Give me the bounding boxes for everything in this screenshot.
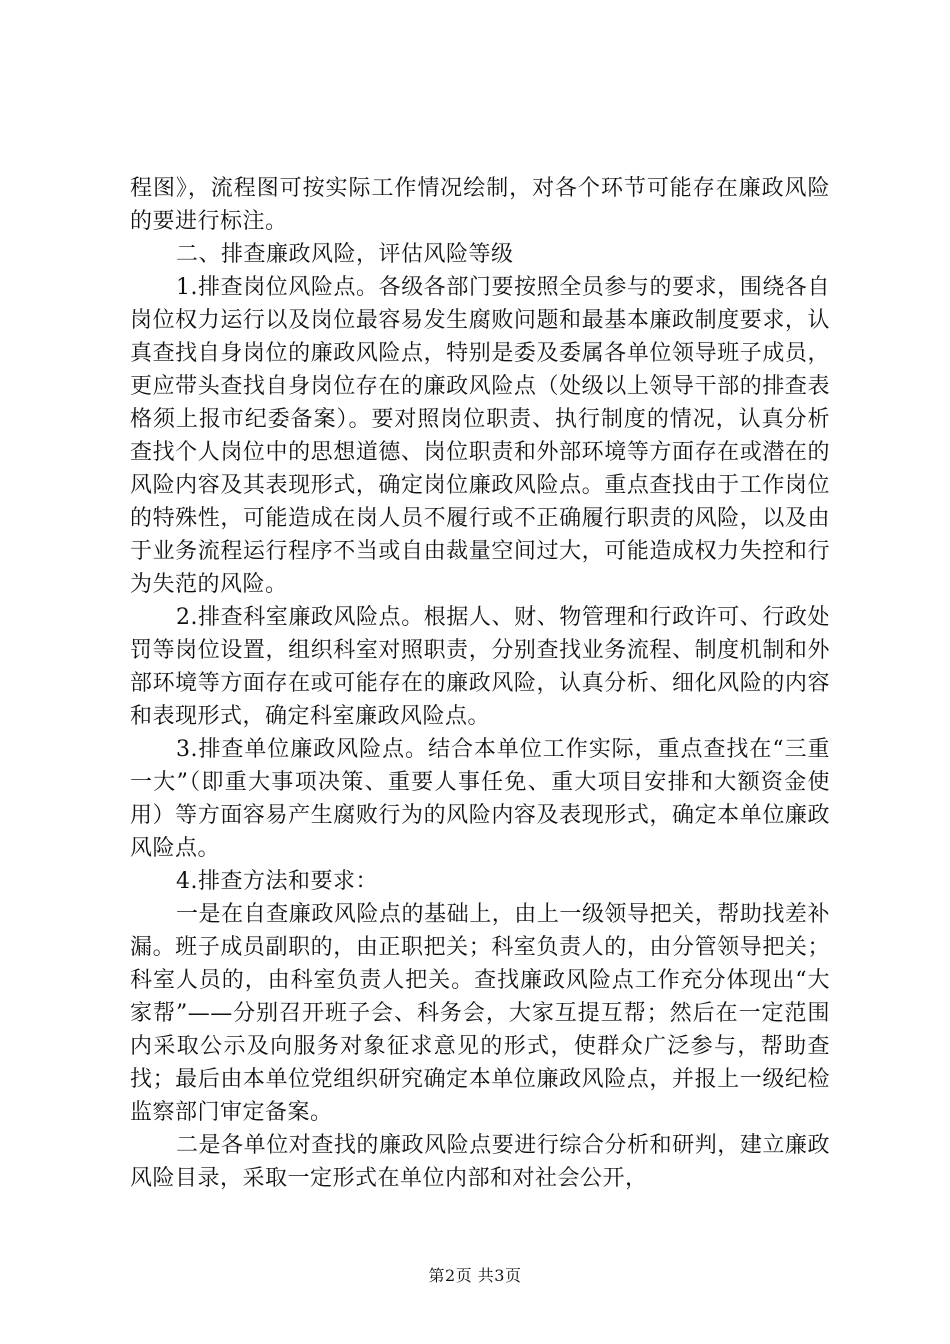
paragraph-office-risk: 2.排查科室廉政风险点。根据人、财、物管理和行政许可、行政处罚等岗位设置，组织科室对照职责，分别查找业务流程、制度机制和外部环境等方面存在或可能存在的廉政风险，认真分析、细化风险的内容和表现形式，确定科室廉政风险点。 <box>130 605 830 729</box>
page-footer: 第2页 共3页 <box>428 1266 522 1285</box>
paragraph-method-one: 一是在自查廉政风险点的基础上，由上一级领导把关，帮助找差补漏。班子成员副职的，由正职把关；科室负责人的，由分管领导把关；科室人员的，由科室负责人把关。查找廉政风险点工作充分体现出“大家帮”——分别召开班子会、科务会，大家互提互帮；然后在一定范围内采取公示及向服务对象征求意见的形式，使群众广泛参与，帮助查找；最后由本单位党组织研究确定本单位廉政风险点，并报上一级纪检监察部门审定备案。 <box>130 902 830 1125</box>
paragraph-unit-risk: 3.排查单位廉政风险点。结合本单位工作实际，重点查找在“三重一大”（即重大事项决策、重要人事任免、重大项目安排和大额资金使用）等方面容易产生腐败行为的风险内容及表现形式，确定本单位廉政风险点。 <box>130 737 830 861</box>
document-body <box>130 172 830 1195</box>
paragraph-post-risk: 1.排查岗位风险点。各级各部门要按照全员参与的要求，围绕各自岗位权力运行以及岗位最容易发生腐败问题和最基本廉政制度要求，认真查找自身岗位的廉政风险点，特别是委及委属各单位领导班子成员，更应带头查找自身岗位存在的廉政风险点（处级以上领导干部的排查表格须上报市纪委备案）。要对照岗位职责、执行制度的情况，认真分析查找个人岗位中的思想道德、岗位职责和外部环境等方面存在或潜在的风险内容及其表现形式，确定岗位廉政风险点。重点查找由于工作岗位的特殊性，可能造成在岗人员不履行或不正确履行职责的风险，以及由于业务流程运行程序不当或自由裁量空间过大，可能造成权力失控和行为失范的风险。 <box>130 275 830 597</box>
paragraph-continuation: 程图》，流程图可按实际工作情况绘制，对各个环节可能存在廉政风险的要进行标注。 <box>130 176 830 234</box>
section-heading: 二、排查廉政风险，评估风险等级 <box>176 242 514 267</box>
paragraph-method-two: 二是各单位对查找的廉政风险点要进行综合分析和研判，建立廉政风险目录，采取一定形式在单位内部和对社会公开， <box>130 1133 830 1191</box>
subheading-methods: 4.排查方法和要求： <box>176 869 378 894</box>
